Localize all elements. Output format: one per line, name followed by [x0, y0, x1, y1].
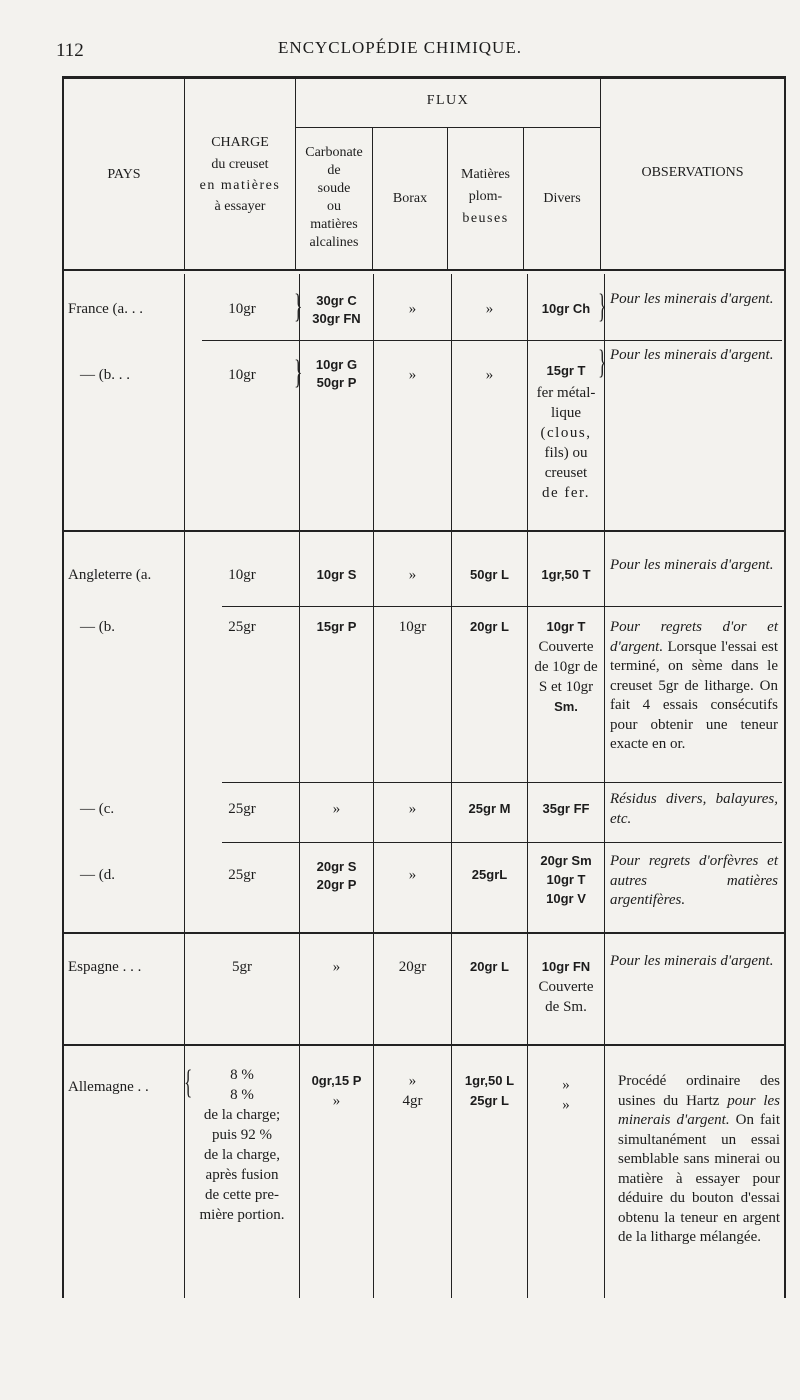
- borax-cell: 20gr: [398, 959, 427, 975]
- observation-text: Lorsque l'essai est terminé, on sème dans le creuset 5gr de litharge. On fait 4 essais consécutifs pour obtenir une teneur exacte en or.: [610, 638, 778, 752]
- plomb-cell: 25gr L: [469, 1093, 509, 1108]
- observation-text: On fait simultanément un essai semblable sans minerai ou matière à essayer pour déduire du bouton d'essai obtenu la teneur en argent de la litharge mélangée.: [618, 1112, 780, 1245]
- observation-cell: Pour les minerais d'argent.: [610, 557, 774, 573]
- divers-cell: 20gr Sm: [540, 853, 592, 868]
- page-number: 112: [56, 40, 84, 61]
- header-charge-4: à essayer: [214, 199, 266, 214]
- charge-cell: 10gr: [228, 367, 256, 383]
- charge-cell: 8 %: [230, 1087, 254, 1103]
- divers-cell: de Sm.: [545, 999, 587, 1015]
- header-charge-1: CHARGE: [211, 135, 269, 150]
- divers-cell: 15gr T: [546, 363, 586, 378]
- header-plomb-2: plom-: [468, 189, 503, 204]
- charge-cell: après fusion: [205, 1167, 279, 1183]
- plomb-cell: »: [485, 301, 494, 317]
- header-carb-1: Carbonate: [305, 145, 363, 160]
- charge-cell: de cette pre-: [204, 1187, 280, 1203]
- observation-emphasis: Pour regrets d'or et d'argent.: [610, 619, 778, 655]
- carbonate-cell: 30gr C: [316, 293, 357, 308]
- divers-cell: »: [562, 1097, 570, 1113]
- carbonate-cell: 15gr P: [316, 619, 357, 634]
- charge-cell: 10gr: [228, 567, 256, 583]
- charge-cell: mière portion.: [199, 1207, 285, 1223]
- borax-cell: »: [408, 1073, 417, 1089]
- header-plomb-1: Matières: [461, 167, 510, 182]
- charge-cell: 25gr: [228, 801, 256, 817]
- row-label: — (d.: [80, 867, 115, 883]
- carbonate-cell: 20gr P: [316, 877, 357, 892]
- carbonate-cell: 50gr P: [316, 375, 357, 390]
- row-label: — (c.: [80, 801, 115, 817]
- observation-cell: Pour les minerais d'argent.: [610, 953, 774, 969]
- charge-cell: puis 92 %: [212, 1127, 272, 1143]
- row-label: — (b. . .: [80, 367, 130, 383]
- plomb-cell: 20gr L: [469, 959, 509, 974]
- charge-cell: 25gr: [228, 867, 256, 883]
- divers-cell: lique: [551, 405, 581, 421]
- divers-cell: fils) ou: [544, 445, 588, 461]
- borax-cell: »: [408, 801, 417, 817]
- observation-cell: Pour les minerais d'argent.: [610, 347, 774, 363]
- divers-cell: de fer.: [542, 485, 590, 501]
- divers-cell: (clous,: [540, 425, 592, 441]
- plomb-cell: 1gr,50 L: [464, 1073, 515, 1088]
- divers-cell: 10gr V: [546, 891, 586, 906]
- header-carb-2: de: [327, 163, 341, 178]
- divers-cell: 1gr,50 T: [541, 567, 591, 582]
- divers-cell: 10gr T: [546, 619, 586, 634]
- borax-cell: »: [408, 867, 417, 883]
- plomb-cell: 25gr M: [468, 801, 511, 816]
- divers-cell: 10gr FN: [541, 959, 591, 974]
- borax-cell: »: [408, 301, 417, 317]
- observation-cell: Pour les minerais d'argent.: [610, 291, 774, 307]
- carbonate-cell: 10gr G: [315, 357, 358, 372]
- row-label: — (b.: [80, 619, 115, 635]
- header-charge-2: du creuset: [211, 157, 269, 172]
- running-title: ENCYCLOPÉDIE CHIMIQUE.: [278, 38, 522, 57]
- observation-cell: Résidus divers, balayures, etc.: [610, 791, 778, 827]
- header-carb-5: matières: [310, 217, 358, 232]
- header-observations: OBSERVATIONS: [641, 165, 744, 180]
- charge-cell: 5gr: [232, 959, 252, 975]
- charge-cell: 10gr: [228, 301, 256, 317]
- row-label: France (a. . .: [68, 301, 143, 317]
- carbonate-cell: 0gr,15 P: [311, 1073, 362, 1088]
- observation-text: Procédé ordinaire des usines du Hartz: [618, 1073, 780, 1109]
- carbonate-cell: »: [332, 1093, 341, 1109]
- header-flux: FLUX: [426, 93, 470, 108]
- header-carb-3: soude: [317, 181, 351, 196]
- divers-cell: de 10gr de: [534, 659, 598, 675]
- carbonate-cell: 10gr S: [316, 567, 357, 582]
- carbonate-cell: »: [332, 959, 341, 975]
- divers-cell: Couverte: [538, 639, 594, 655]
- carbonate-cell: 20gr S: [316, 859, 357, 874]
- plomb-cell: 50gr L: [469, 567, 509, 582]
- charge-cell: 25gr: [228, 619, 256, 635]
- divers-cell: Sm.: [554, 699, 578, 714]
- divers-cell: fer métal-: [536, 385, 596, 401]
- header-divers: Divers: [543, 191, 581, 206]
- divers-cell: »: [562, 1077, 570, 1093]
- header-carb-6: alcalines: [309, 235, 359, 250]
- divers-cell: creuset: [544, 465, 588, 481]
- observation-emphasis: pour les minerais d'argent.: [618, 1092, 780, 1128]
- carbonate-cell: »: [332, 801, 341, 817]
- header-carb-4: ou: [327, 199, 341, 214]
- observation-cell: [618, 1072, 780, 1248]
- divers-cell: 10gr Ch: [541, 301, 591, 316]
- borax-cell: 10gr: [398, 619, 427, 635]
- row-label: Espagne . . .: [68, 959, 142, 975]
- row-label: Allemagne . .: [68, 1079, 149, 1095]
- row-label: Angleterre (a.: [68, 567, 152, 583]
- charge-cell: de la charge,: [204, 1147, 280, 1163]
- header-borax: Borax: [392, 191, 428, 206]
- divers-cell: 10gr T: [546, 872, 586, 887]
- observation-cell: [610, 618, 778, 755]
- divers-cell: S et 10gr: [538, 679, 594, 695]
- plomb-cell: 25grL: [471, 867, 508, 882]
- borax-cell: 4gr: [402, 1093, 423, 1109]
- assay-table: PAYS CHARGE du creuset en matières à essayer FLUX Carbonate de soude ou matières alcalines Borax Matières plom- beuses Divers OBSERVATIONS France (a. . . 10gr } 30gr C 30gr FN » » 10gr Ch } Pour les minerais d'argent. — (b. . . 10gr } 10gr G 50gr P » » 15gr T fer métal- lique (clous, fils) ou creuset de fer. } Pour les minerais d'argent. Angleterre (a. 10gr 10gr S » 50gr L 1gr,50 T Pour les minerais d'argent. — (b. 25gr 15gr P 10gr 20gr L 10gr T Couverte de 10gr de S et 10gr Sm. Pour regrets d'or et d'argent. Lorsque l'essai est terminé, on sème dans le creuset 5gr de litharge. On fait 4 essais consécutifs pour obtenir une teneur exacte en or. — (c. 25gr » » 25gr M 35gr FF Résidus divers, balayures, etc. — (d. 25gr 20gr S 20gr P » 25grL 20gr Sm 10gr T 10gr V Pour regrets d'orfèvres et autres matières argentifères. Espagne . . . 5gr » 20gr 20gr L 10gr FN Couverte de Sm. Pour les minerais d'argent. Allemagne . . { 8 % 8 % de la charge; puis 92 % de la charge, après fusion de cette pre- mière portion. 0gr,15 P » » 4gr 1gr,50 L 25gr L » » Procédé ordinaire des usines du Hartz pour les minerais d'argent. On fait simultanément un essai semblable sans minerai ou matière à essayer pour déduire du bouton d'essai obtenu la teneur en argent de la litharge mélangée.: [62, 76, 786, 1298]
- divers-cell: Couverte: [538, 979, 594, 995]
- charge-cell: 8 %: [230, 1067, 254, 1083]
- header-plomb-3: beuses: [462, 211, 509, 226]
- charge-cell: de la charge;: [203, 1107, 281, 1123]
- observation-cell: Pour regrets d'orfèvres et autres matières argentifères.: [610, 853, 778, 908]
- header-pays: PAYS: [107, 167, 141, 182]
- plomb-cell: 20gr L: [469, 619, 509, 634]
- carbonate-cell: 30gr FN: [312, 311, 361, 326]
- header-charge-3: en matières: [199, 178, 281, 193]
- plomb-cell: »: [485, 367, 494, 383]
- borax-cell: »: [408, 567, 417, 583]
- borax-cell: »: [408, 367, 417, 383]
- divers-cell: 35gr FF: [542, 801, 590, 816]
